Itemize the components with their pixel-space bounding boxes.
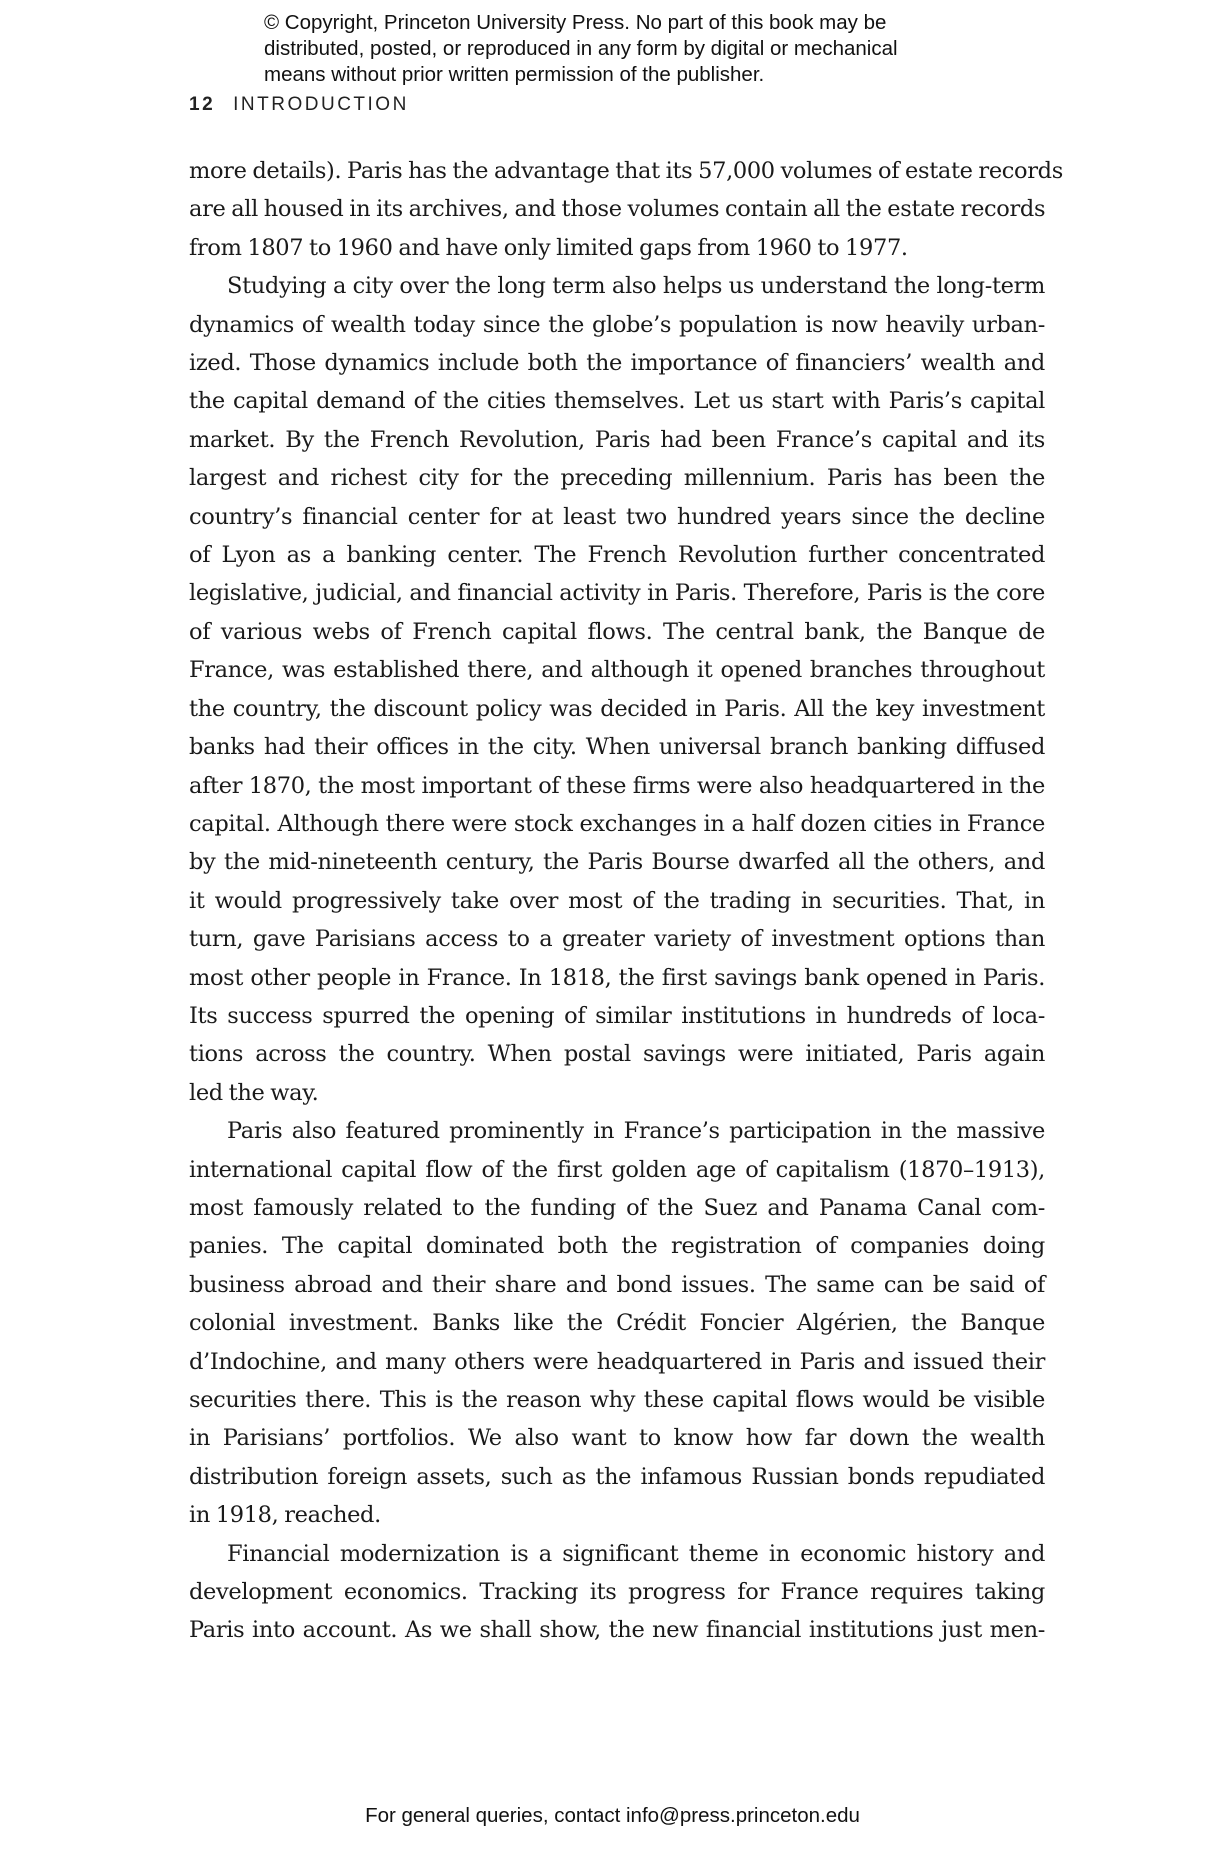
footer-contact: For general queries, contact info@press.princeton.edu bbox=[365, 1804, 860, 1827]
text-line: from 1807 to 1960 and have only limited gaps from 1960 to 1977. bbox=[189, 234, 908, 261]
text-line: after 1870, the most important of these firms were also headquartered in the bbox=[189, 772, 1045, 799]
text-line: business abroad and their share and bond issues. The same can be said of bbox=[189, 1271, 1045, 1298]
text-line: international capital flow of the first golden age of capitalism (1870–1913), bbox=[189, 1156, 1045, 1183]
text-line: Paris also featured prominently in France’s participation in the massive bbox=[227, 1118, 1045, 1145]
text-line: securities there. This is the reason why these capital flows would be visible bbox=[189, 1387, 1045, 1413]
section-title: INTRODUCTION bbox=[233, 94, 409, 115]
text-line: the capital demand of the cities themselves. Let us start with Paris’s capital bbox=[189, 388, 1045, 415]
text-line: ized. Those dynamics include both the importance of financiers’ wealth and bbox=[189, 350, 1045, 377]
text-line: legislative, judicial, and financial activity in Paris. Therefore, Paris is the core bbox=[189, 580, 1045, 607]
text-line: distribution foreign assets, such as the infamous Russian bonds repudiated bbox=[189, 1463, 1045, 1490]
text-line: colonial investment. Banks like the Crédit Foncier Algérien, the Banque bbox=[189, 1310, 1045, 1337]
copyright-line: © Copyright, Princeton University Press. No part of this book may be bbox=[264, 11, 887, 34]
text-line: more details). Paris has the advantage that its 57,000 volumes of estate records bbox=[189, 158, 1063, 184]
text-line: most other people in France. In 1818, the first savings bank opened in Paris. bbox=[189, 964, 1045, 991]
body-text bbox=[189, 152, 1063, 1650]
text-line: largest and richest city for the preceding millennium. Paris has been the bbox=[189, 465, 1045, 492]
text-line: dynamics of wealth today since the globe’s population is now heavily urban- bbox=[189, 311, 1045, 338]
text-line: market. By the French Revolution, Paris had been France’s capital and its bbox=[189, 426, 1045, 453]
text-line: banks had their offices in the city. When universal branch banking diffused bbox=[189, 734, 1045, 761]
copyright-notice bbox=[264, 10, 1024, 88]
text-line: in Parisians’ portfolios. We also want to know how far down the wealth bbox=[189, 1425, 1045, 1452]
text-line: Financial modernization is a significant theme in economic history and bbox=[227, 1540, 1045, 1567]
text-line: Its success spurred the opening of similar institutions in hundreds of loca- bbox=[189, 1002, 1045, 1029]
copyright-line: means without prior written permission of the publisher. bbox=[264, 63, 765, 86]
text-line: of Lyon as a banking center. The French Revolution further concentrated bbox=[189, 542, 1045, 569]
running-head bbox=[189, 94, 409, 116]
text-line: France, was established there, and although it opened branches throughout bbox=[189, 657, 1045, 684]
text-line: of various webs of French capital flows. The central bank, the Banque de bbox=[189, 618, 1045, 645]
text-line: are all housed in its archives, and those volumes contain all the estate records bbox=[189, 196, 1046, 223]
page-number: 12 bbox=[189, 94, 216, 115]
text-line: by the mid-nineteenth century, the Paris Bourse dwarfed all the others, and bbox=[189, 849, 1045, 876]
text-line: capital. Although there were stock exchanges in a half dozen cities in France bbox=[189, 810, 1045, 837]
text-line: Studying a city over the long term also helps us understand the long-term bbox=[227, 273, 1045, 300]
text-line: the country, the discount policy was decided in Paris. All the key investment bbox=[189, 695, 1045, 722]
copyright-line: distributed, posted, or reproduced in any form by digital or mechanical bbox=[264, 37, 898, 60]
text-line: tions across the country. When postal savings were initiated, Paris again bbox=[189, 1041, 1045, 1068]
text-line: development economics. Tracking its progress for France requires taking bbox=[189, 1579, 1045, 1606]
text-line: Paris into account. As we shall show, the new financial institutions just men- bbox=[189, 1617, 1045, 1644]
text-line: country’s financial center for at least two hundred years since the decline bbox=[189, 503, 1045, 530]
text-line: panies. The capital dominated both the registration of companies doing bbox=[189, 1233, 1045, 1260]
text-line: in 1918, reached. bbox=[189, 1502, 381, 1529]
text-line: most famously related to the funding of the Suez and Panama Canal com- bbox=[189, 1194, 1045, 1221]
text-line: led the way. bbox=[189, 1079, 319, 1106]
text-line: turn, gave Parisians access to a greater variety of investment options than bbox=[189, 926, 1045, 953]
text-line: d’Indochine, and many others were headquartered in Paris and issued their bbox=[189, 1348, 1045, 1375]
text-line: it would progressively take over most of the trading in securities. That, in bbox=[189, 887, 1045, 914]
